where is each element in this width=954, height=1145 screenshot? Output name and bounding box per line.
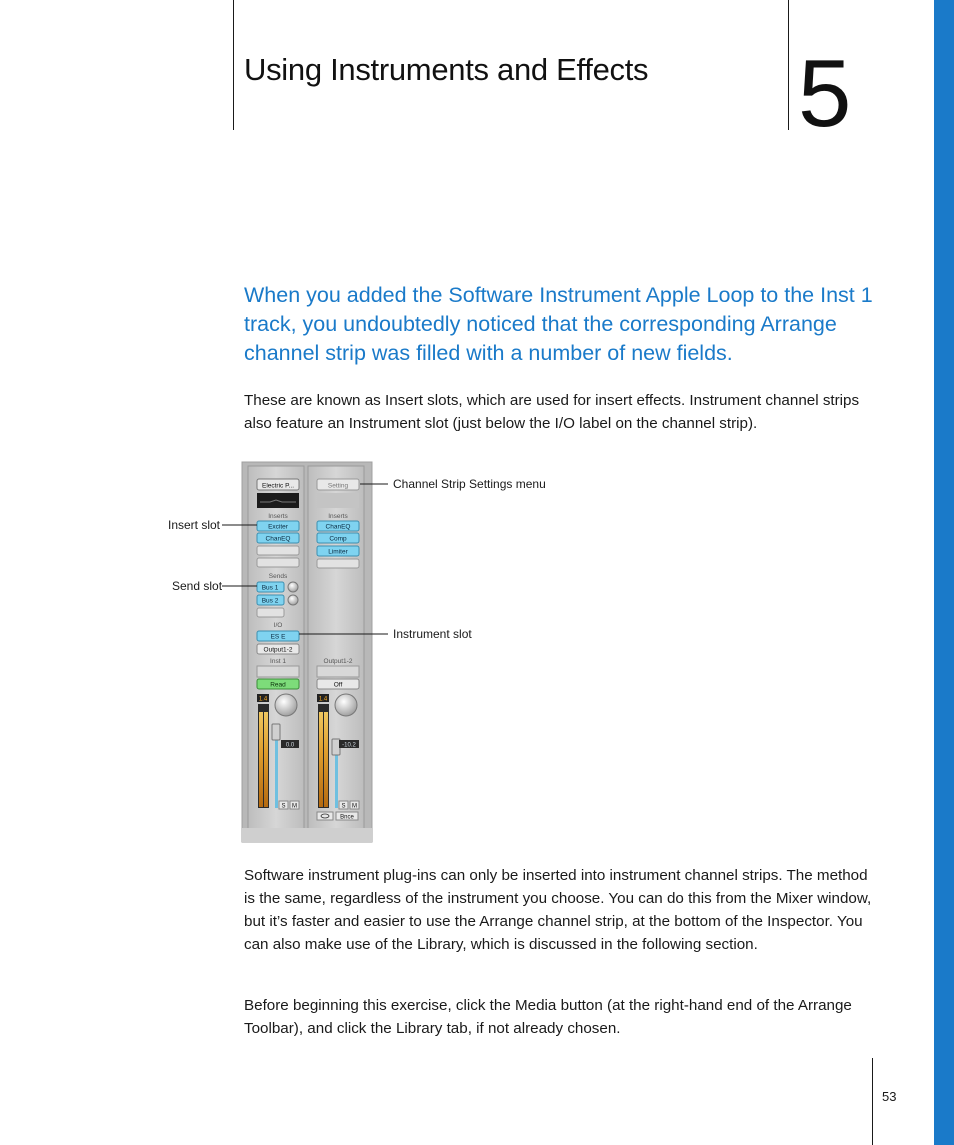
footer-rule bbox=[872, 1058, 873, 1145]
left-automation-label: Read bbox=[270, 681, 286, 689]
header-left-rule bbox=[233, 0, 234, 130]
left-insert-2-label: ChanEQ bbox=[265, 535, 291, 543]
svg-text:M: M bbox=[352, 803, 357, 810]
channel-strip-screenshot bbox=[150, 458, 570, 848]
body-paragraph-1: These are known as Insert slots, which are used for insert effects. Instrument channel strips also feature an Instrument slot (just below the I/O label on the channel strip). bbox=[244, 392, 860, 432]
left-peak-value: 1.4 bbox=[258, 696, 268, 703]
svg-text:M: M bbox=[292, 803, 297, 810]
callout-send-slot: Send slot bbox=[172, 579, 223, 593]
send-1-knob bbox=[288, 582, 298, 592]
callout-insert-slot: Insert slot bbox=[168, 518, 221, 532]
intro-paragraph: When you added the Software Instrument Apple Loop to the Inst 1 track, you undoubtedly noticed that the corresponding Arrange channel strip was filled with a number of new fields. bbox=[244, 283, 873, 365]
header-right-rule bbox=[788, 0, 789, 130]
left-inserts-label: Inserts bbox=[268, 513, 288, 520]
right-fader-handle bbox=[332, 739, 340, 755]
left-insert-slot-empty bbox=[257, 546, 299, 555]
instrument-slot-label: ES E bbox=[270, 633, 286, 641]
left-output-label: Output1-2 bbox=[263, 646, 293, 654]
svg-text:Limiter: Limiter bbox=[328, 548, 348, 556]
svg-text:ChanEQ: ChanEQ bbox=[325, 523, 351, 531]
svg-text:Comp: Comp bbox=[329, 535, 347, 543]
right-balance-knob bbox=[335, 694, 357, 716]
send-2-knob bbox=[288, 595, 298, 605]
body-paragraph-2: Software instrument plug-ins can only be inserted into instrument channel strips. The method is the same, regardless of the instrument you choose. You can do this from the Mixer window, but it’s faster and easier to use the Arrange channel strip, at the bottom of the Inspector. You can also make use of the Library, which is discussed in the following section. bbox=[244, 867, 872, 953]
left-pan-knob bbox=[275, 694, 297, 716]
left-insert-1-label: Exciter bbox=[268, 523, 288, 531]
left-io-label: I/O bbox=[273, 622, 283, 629]
right-automation-label: Off bbox=[333, 681, 343, 689]
svg-text:S: S bbox=[281, 803, 286, 810]
svg-text:1.4: 1.4 bbox=[318, 696, 328, 703]
svg-text:S: S bbox=[341, 803, 346, 810]
body-paragraph-3: Before beginning this exercise, click the Media button (at the right-hand end of the Arrange Toolbar), and click the Library tab, if not already chosen. bbox=[244, 997, 852, 1037]
right-setting-label: Setting bbox=[327, 482, 349, 490]
chapter-title: Using Instruments and Effects bbox=[244, 52, 649, 87]
callout-settings-menu: Channel Strip Settings menu bbox=[393, 477, 546, 491]
right-inserts-label: Inserts bbox=[328, 513, 348, 520]
left-volume-value: 0.0 bbox=[285, 742, 295, 749]
left-setting-label: Electric P... bbox=[261, 482, 295, 490]
page-number: 53 bbox=[882, 1089, 897, 1104]
right-strip-name: Output1-2 bbox=[323, 658, 353, 665]
left-send-2-label: Bus 2 bbox=[261, 597, 279, 605]
left-strip-name: Inst 1 bbox=[270, 658, 286, 665]
chapter-edge-bar bbox=[934, 0, 954, 1145]
link-button bbox=[317, 812, 333, 820]
svg-text:-10.2: -10.2 bbox=[342, 742, 356, 749]
right-fader-track bbox=[335, 748, 338, 808]
left-fader-handle bbox=[272, 724, 280, 740]
svg-text:Bnce: Bnce bbox=[340, 814, 354, 821]
left-send-1-label: Bus 1 bbox=[261, 584, 279, 592]
chapter-number: 5 bbox=[798, 40, 852, 147]
channel-strip-figure bbox=[150, 458, 570, 848]
callout-instrument-slot: Instrument slot bbox=[393, 627, 472, 641]
left-sends-label: Sends bbox=[268, 573, 288, 580]
